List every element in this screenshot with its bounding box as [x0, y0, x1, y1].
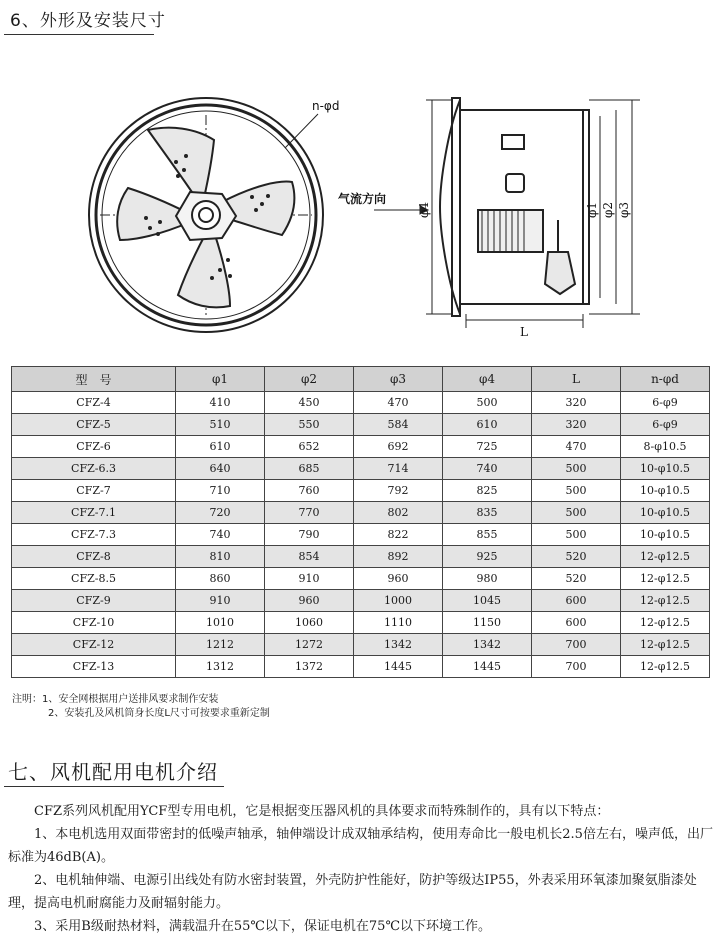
value-cell: 740 — [176, 524, 265, 546]
phi3-label: φ3 — [617, 201, 631, 218]
header-model: 型 号 — [12, 367, 176, 392]
value-cell: 854 — [265, 546, 354, 568]
value-cell: 770 — [265, 502, 354, 524]
model-cell: CFZ-13 — [12, 656, 176, 678]
holes-label: n-φd — [312, 99, 340, 113]
value-cell: 12-φ12.5 — [621, 590, 710, 612]
value-cell: 600 — [532, 590, 621, 612]
section-7-rule — [4, 786, 224, 787]
value-cell: 500 — [532, 502, 621, 524]
value-cell: 12-φ12.5 — [621, 546, 710, 568]
section-6-rule — [4, 34, 154, 35]
feature-3: 3、采用B级耐热材料，满载温升在55℃以下，保证电机在75℃以下环境工作。 — [34, 919, 491, 934]
value-cell: 822 — [354, 524, 443, 546]
value-cell: 600 — [532, 612, 621, 634]
value-cell: 10-φ10.5 — [621, 502, 710, 524]
value-cell: 470 — [532, 436, 621, 458]
table-row — [12, 590, 710, 612]
value-cell: 610 — [443, 414, 532, 436]
value-cell: 450 — [265, 392, 354, 414]
table-notes — [12, 693, 270, 721]
table-body — [12, 392, 710, 678]
table-row — [12, 656, 710, 678]
model-cell: CFZ-7.1 — [12, 502, 176, 524]
value-cell: 700 — [532, 656, 621, 678]
dimensions-table — [11, 366, 710, 678]
table-row — [12, 480, 710, 502]
value-cell: 692 — [354, 436, 443, 458]
value-cell: 1000 — [354, 590, 443, 612]
value-cell: 960 — [265, 590, 354, 612]
section-7-title: 七、风机配用电机介绍 — [8, 760, 218, 784]
value-cell: 835 — [443, 502, 532, 524]
value-cell: 1110 — [354, 612, 443, 634]
header-phi1: φ1 — [176, 367, 265, 392]
value-cell: 925 — [443, 546, 532, 568]
value-cell: 584 — [354, 414, 443, 436]
value-cell: 410 — [176, 392, 265, 414]
value-cell: 610 — [176, 436, 265, 458]
value-cell: 1212 — [176, 634, 265, 656]
header-length: L — [532, 367, 621, 392]
value-cell: 860 — [176, 568, 265, 590]
value-cell: 1045 — [443, 590, 532, 612]
table-header-row — [12, 367, 710, 392]
value-cell: 740 — [443, 458, 532, 480]
value-cell: 12-φ12.5 — [621, 634, 710, 656]
value-cell: 12-φ12.5 — [621, 656, 710, 678]
phi2-label: φ2 — [601, 201, 615, 218]
value-cell: 500 — [443, 392, 532, 414]
motor-description — [8, 800, 714, 938]
value-cell: 710 — [176, 480, 265, 502]
value-cell: 1060 — [265, 612, 354, 634]
value-cell: 685 — [265, 458, 354, 480]
value-cell: 520 — [532, 546, 621, 568]
value-cell: 810 — [176, 546, 265, 568]
table-row — [12, 392, 710, 414]
value-cell: 892 — [354, 546, 443, 568]
model-cell: CFZ-7 — [12, 480, 176, 502]
table-row — [12, 612, 710, 634]
phi4-label: φ4 — [417, 201, 431, 218]
value-cell: 1372 — [265, 656, 354, 678]
table-row — [12, 524, 710, 546]
value-cell: 652 — [265, 436, 354, 458]
value-cell: 725 — [443, 436, 532, 458]
value-cell: 10-φ10.5 — [621, 480, 710, 502]
intro-paragraph: CFZ系列风机配用YCF型专用电机，它是根据变压器风机的具体要求而特殊制作的，具有以下特点： — [34, 804, 610, 819]
phi1-label: φ1 — [585, 201, 599, 218]
value-cell: 825 — [443, 480, 532, 502]
feature-1: 1、本电机选用双面带密封的低噪声轴承，轴伸端设计成双轴承结构，使用寿命比一般电机长2.5倍左右，噪声低，出厂标准为46dB(A)。 — [8, 827, 713, 865]
value-cell: 10-φ10.5 — [621, 458, 710, 480]
value-cell: 320 — [532, 392, 621, 414]
value-cell: 510 — [176, 414, 265, 436]
model-cell: CFZ-7.3 — [12, 524, 176, 546]
value-cell: 1445 — [354, 656, 443, 678]
table-row — [12, 414, 710, 436]
header-phi2: φ2 — [265, 367, 354, 392]
table-row — [12, 634, 710, 656]
side-view — [440, 98, 589, 316]
value-cell: 1342 — [354, 634, 443, 656]
value-cell: 640 — [176, 458, 265, 480]
model-cell: CFZ-10 — [12, 612, 176, 634]
model-cell: CFZ-6.3 — [12, 458, 176, 480]
table-row — [12, 458, 710, 480]
value-cell: 720 — [176, 502, 265, 524]
value-cell: 12-φ12.5 — [621, 568, 710, 590]
value-cell: 1150 — [443, 612, 532, 634]
value-cell: 1445 — [443, 656, 532, 678]
note-line-2: 2、安装孔及风机筒身长度L尺寸可按要求重新定制 — [48, 708, 270, 719]
table-row — [12, 436, 710, 458]
table-row — [12, 546, 710, 568]
section-6-title: 6、外形及安装尺寸 — [10, 11, 166, 31]
length-label: L — [520, 325, 528, 339]
value-cell: 500 — [532, 480, 621, 502]
value-cell: 1010 — [176, 612, 265, 634]
value-cell: 855 — [443, 524, 532, 546]
value-cell: 520 — [532, 568, 621, 590]
model-cell: CFZ-5 — [12, 414, 176, 436]
header-phi3: φ3 — [354, 367, 443, 392]
value-cell: 802 — [354, 502, 443, 524]
front-view — [89, 98, 323, 332]
note-line-1: 注明：1、安全网根据用户送排风要求制作安装 — [12, 694, 219, 705]
model-cell: CFZ-6 — [12, 436, 176, 458]
value-cell: 792 — [354, 480, 443, 502]
value-cell: 1272 — [265, 634, 354, 656]
value-cell: 6-φ9 — [621, 392, 710, 414]
value-cell: 910 — [265, 568, 354, 590]
value-cell: 714 — [354, 458, 443, 480]
value-cell: 760 — [265, 480, 354, 502]
value-cell: 910 — [176, 590, 265, 612]
value-cell: 8-φ10.5 — [621, 436, 710, 458]
value-cell: 470 — [354, 392, 443, 414]
value-cell: 10-φ10.5 — [621, 524, 710, 546]
header-holes: n-φd — [621, 367, 710, 392]
value-cell: 790 — [265, 524, 354, 546]
value-cell: 6-φ9 — [621, 414, 710, 436]
value-cell: 12-φ12.5 — [621, 612, 710, 634]
model-cell: CFZ-8.5 — [12, 568, 176, 590]
table-row — [12, 568, 710, 590]
value-cell: 700 — [532, 634, 621, 656]
value-cell: 1312 — [176, 656, 265, 678]
value-cell: 500 — [532, 458, 621, 480]
model-cell: CFZ-12 — [12, 634, 176, 656]
table-row — [12, 502, 710, 524]
value-cell: 960 — [354, 568, 443, 590]
fan-outline-drawing — [0, 70, 720, 360]
model-cell: CFZ-9 — [12, 590, 176, 612]
value-cell: 320 — [532, 414, 621, 436]
value-cell: 550 — [265, 414, 354, 436]
model-cell: CFZ-4 — [12, 392, 176, 414]
airflow-label: 气流方向 — [338, 192, 387, 206]
header-phi4: φ4 — [443, 367, 532, 392]
value-cell: 500 — [532, 524, 621, 546]
model-cell: CFZ-8 — [12, 546, 176, 568]
value-cell: 980 — [443, 568, 532, 590]
feature-2: 2、电机轴伸端、电源引出线处有防水密封装置，外壳防护性能好，防护等级达IP55，外表采用环氧漆加聚氨脂漆处理，提高电机耐腐能力及耐辐射能力。 — [8, 873, 697, 911]
value-cell: 1342 — [443, 634, 532, 656]
